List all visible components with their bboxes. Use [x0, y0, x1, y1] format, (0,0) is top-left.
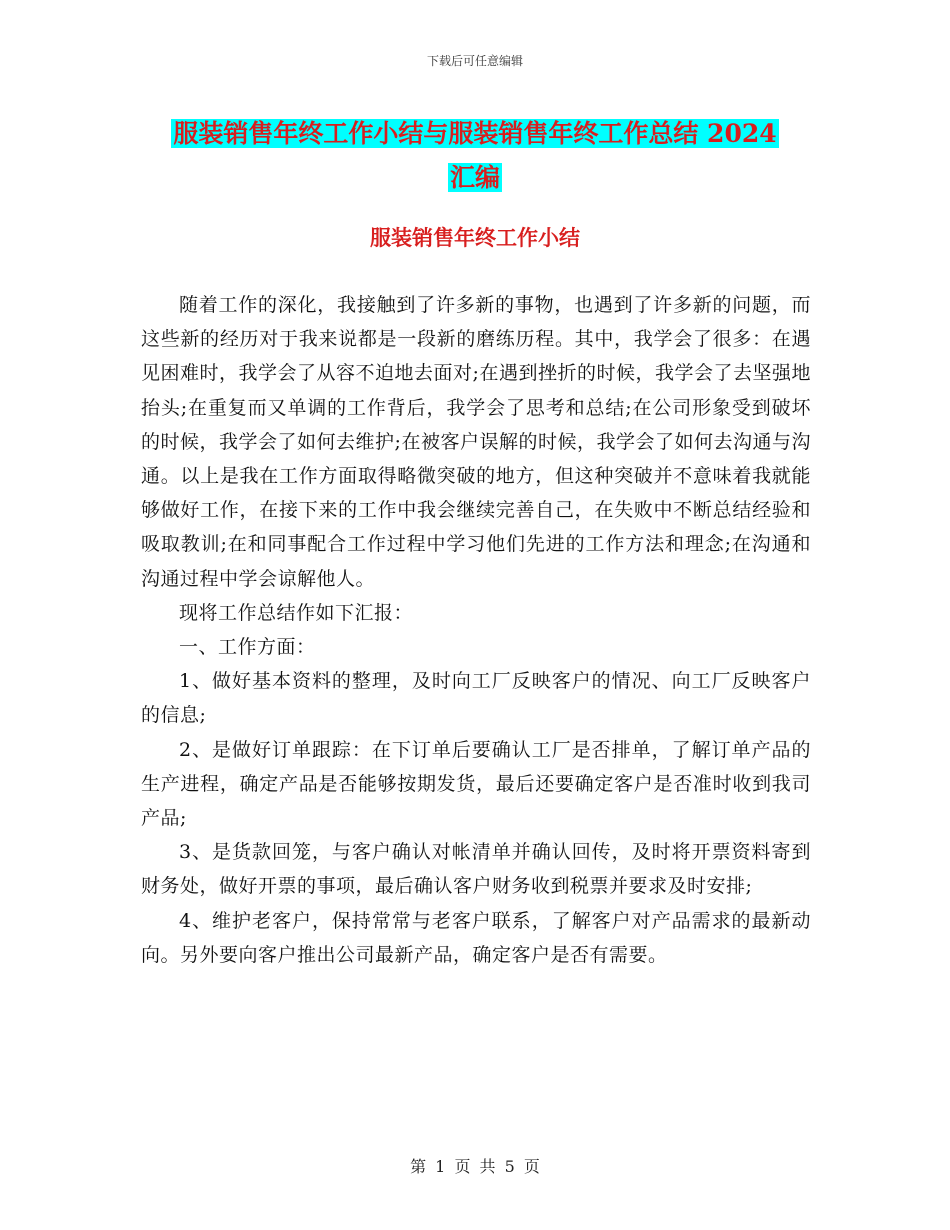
paragraph-intro: 随着工作的深化，我接触到了许多新的事物，也遇到了许多新的问题，而这些新的经历对于我来说都是一段新的磨练历程。其中，我学会了很多：在遇见困难时，我学会了从容不迫地去面对;在遇到挫折的时候，我学会了去坚强地抬头;在重复而又单调的工作背后，我学会了思考和总结;在公司形象受到破坏的时候，我学会了如何去维护;在被客户误解的时候，我学会了如何去沟通与沟通。以上是我在工作方面取得略微突破的地方，但这种突破并不意味着我就能够做好工作，在接下来的工作中我会继续完善自己，在失败中不断总结经验和吸取教训;在和同事配合工作过程中学习他们先进的工作方法和理念;在沟通和沟通过程中学会谅解他人。: [141, 294, 811, 590]
header-note: 下载后可任意编辑: [426, 54, 523, 68]
paragraph-item-4: 4、维护老客户，保持常常与老客户联系，了解客户对产品需求的最新动向。另外要向客户推出公司最新产品，确定客户是否有需要。: [141, 909, 811, 966]
paragraph-item-3: 3、是货款回笼，与客户确认对帐清单并确认回传，及时将开票资料寄到财务处，做好开票的事项，最后确认客户财务收到税票并要求及时安排;: [141, 841, 811, 898]
title-line-1: 服装销售年终工作小结与服装销售年终工作总结 2024: [173, 119, 777, 148]
paragraph-item-1: 1、做好基本资料的整理，及时向工厂反映客户的情况、向工厂反映客户的信息;: [141, 670, 811, 727]
document-body: [141, 288, 811, 972]
paragraph-heading-work: 一、工作方面：: [179, 636, 316, 659]
paragraph-report-lead: 现将工作总结作如下汇报：: [179, 601, 414, 624]
title-line-2: 汇编: [449, 163, 500, 192]
section-title: 服装销售年终工作小结: [370, 225, 580, 250]
paragraph-item-2: 2、是做好订单跟踪：在下订单后要确认工厂是否排单，了解订单产品的生产进程，确定产品是否能够按期发货，最后还要确定客户是否准时收到我司产品;: [141, 738, 811, 830]
document-title: [140, 112, 810, 200]
page-footer: 第 1 页 共 5 页: [410, 1157, 540, 1176]
